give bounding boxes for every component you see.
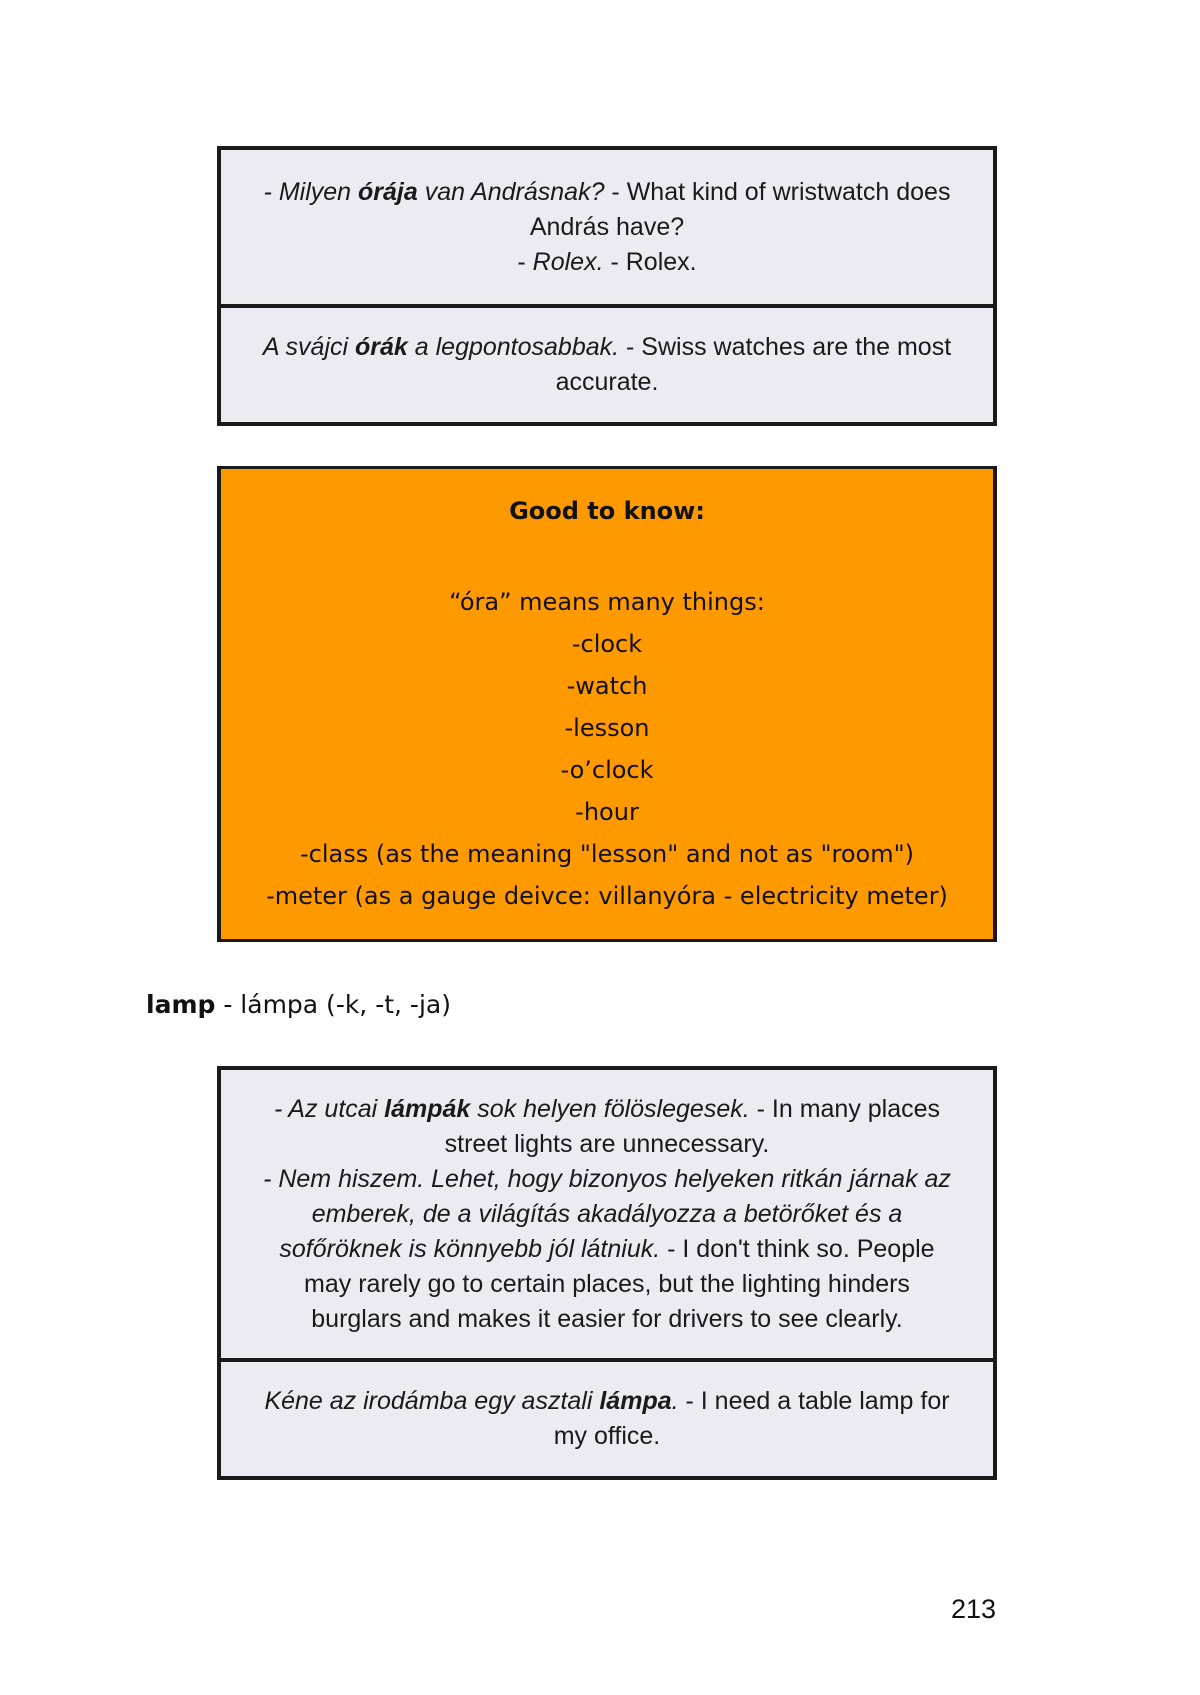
example-row-wristwatch (221, 150, 993, 304)
english-text: burglars and makes it easier for drivers to see clearly. (311, 1304, 903, 1333)
english-text: accurate. (555, 368, 659, 396)
hungarian-text: - Milyen órája van Andrásnak? (263, 177, 605, 206)
vocab-entry-lamp (146, 988, 451, 1022)
example-line (239, 1384, 975, 1419)
note-title: Good to know: (509, 497, 705, 525)
english-text: may rarely go to certain places, but the lighting hinders (304, 1269, 910, 1298)
keyword: lámpa (599, 1387, 672, 1415)
keyword: lámpák (384, 1094, 471, 1123)
example-line (239, 330, 975, 365)
example-row-street-lights (221, 1070, 993, 1358)
keyword: órája (358, 177, 418, 206)
note-line: -lesson (564, 714, 650, 742)
note-lines (221, 581, 993, 917)
english-text: - Rolex. (603, 247, 697, 276)
example-table-lampa (217, 1066, 997, 1480)
hungarian-text: Kéne az irodámba egy asztali lámpa. (264, 1387, 679, 1415)
english-text: my office. (553, 1422, 661, 1450)
page-number: 213 (950, 1594, 996, 1624)
note-line: “óra” means many things: (449, 588, 765, 616)
example-row-table-lamp (221, 1358, 993, 1476)
note-line: -clock (571, 630, 643, 658)
hungarian-text: A svájci órák a legpontosabbak. (262, 333, 620, 361)
example-row-swiss-watches (221, 304, 993, 422)
example-line (239, 1232, 975, 1267)
example-table-ora (217, 146, 997, 426)
example-line (239, 175, 975, 210)
note-line: -meter (as a gauge deivce: villanyóra - electricity meter) (266, 882, 948, 910)
note-line: -watch (566, 672, 648, 700)
vocab-translation: - lámpa (-k, -t, -ja) (215, 990, 451, 1019)
english-text: - In many places (749, 1094, 941, 1123)
note-line: -o’clock (560, 756, 654, 784)
hungarian-text: sofőröknek is könnyebb jól látniuk. (279, 1234, 661, 1263)
note-line: -hour (575, 798, 639, 826)
vocab-word: lamp (146, 990, 216, 1019)
good-to-know-box (217, 466, 997, 942)
english-text: - Swiss watches are the most (619, 333, 952, 361)
example-line: - Rolex. - Rolex. (517, 247, 697, 276)
english-text: street lights are unnecessary. (444, 1129, 770, 1158)
english-text: - What kind of wristwatch does (604, 177, 951, 206)
note-line: -class (as the meaning "lesson" and not as "room") (299, 840, 914, 868)
hungarian-text: - Az utcai lámpák sok helyen fölöslegesek. (273, 1094, 750, 1123)
hungarian-text: - Nem hiszem. Lehet, hogy bizonyos helyeken ritkán járnak az (263, 1164, 951, 1193)
example-line (239, 1092, 975, 1127)
keyword: órák (355, 333, 408, 361)
hungarian-text: Rolex. (532, 247, 604, 276)
english-text: - I need a table lamp for (678, 1387, 950, 1415)
english-text: - I don't think so. People (660, 1234, 935, 1263)
hungarian-text: emberek, de a világítás akadályozza a betörőket és a (311, 1199, 903, 1228)
english-text: András have? (529, 212, 685, 241)
